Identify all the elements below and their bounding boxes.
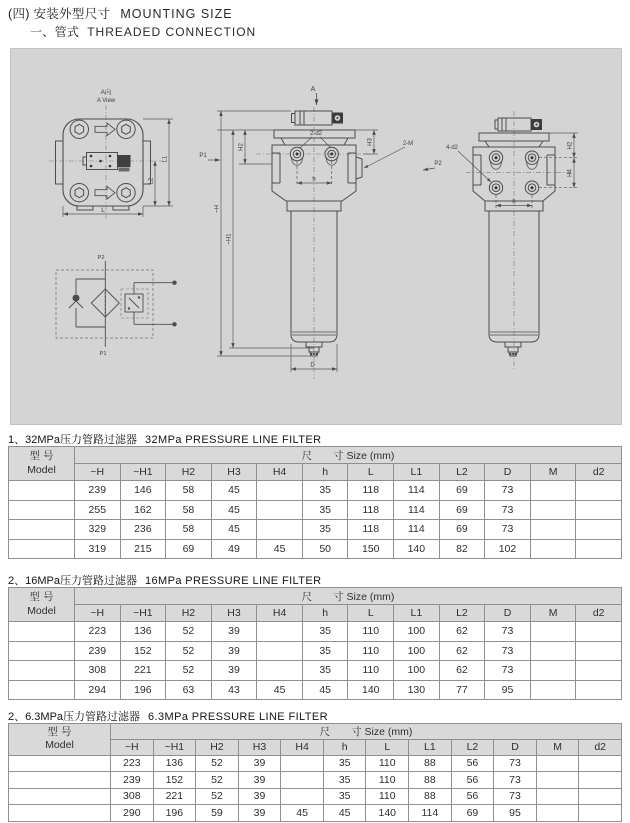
page-subtitle-en: THREADED CONNECTION	[87, 25, 257, 39]
table-cell: 100	[394, 622, 440, 642]
table-16mpa-title-zh: 2、16MPa压力管路过滤器	[8, 575, 137, 587]
column-header-L: L	[366, 740, 409, 756]
table-16mpa-title	[8, 572, 321, 588]
dim-h-label: h	[312, 176, 316, 183]
table-cell: 110	[348, 622, 394, 642]
dim-L2-label: L2	[148, 177, 155, 185]
column-header-L2: L2	[439, 605, 485, 622]
table-cell	[576, 661, 622, 681]
column-header-H3: H3	[211, 464, 257, 481]
table-cell: 146	[120, 481, 166, 501]
table-cell	[530, 661, 576, 681]
model-column-header: 型 号 Model	[9, 724, 111, 756]
table-cell: 239	[75, 641, 121, 661]
a-view-drawing	[49, 87, 173, 219]
column-header-L1: L1	[394, 605, 440, 622]
table-cell: 58	[166, 500, 212, 520]
table-cell: 35	[323, 772, 366, 789]
dim-H4-label: H4	[567, 169, 574, 177]
port-p1-label: P1	[199, 153, 207, 159]
size-header: 尺 寸 Size (mm)	[75, 588, 622, 605]
table-cell: 239	[111, 772, 154, 789]
table-cell: 39	[211, 622, 257, 642]
column-header-H2: H2	[196, 740, 239, 756]
table-cell	[579, 755, 622, 772]
table-cell: 114	[394, 481, 440, 501]
table-cell: 162	[120, 500, 166, 520]
model-cell	[9, 661, 75, 681]
column-header-d2: d2	[579, 740, 622, 756]
table-cell: 73	[485, 622, 531, 642]
table-cell	[536, 788, 579, 805]
table-cell	[536, 805, 579, 822]
column-header-H: ~H	[111, 740, 154, 756]
table-row	[9, 520, 622, 540]
model-cell	[9, 622, 75, 642]
table-cell: 100	[394, 661, 440, 681]
table-cell: 35	[302, 622, 348, 642]
table-cell: 52	[166, 622, 212, 642]
table-32mpa-title-zh: 1、32MPa压力管路过滤器	[8, 434, 137, 446]
table-cell: 63	[166, 680, 212, 700]
table-32mpa	[8, 446, 622, 559]
model-cell	[9, 772, 111, 789]
table-cell: 35	[302, 661, 348, 681]
table-cell: 35	[302, 520, 348, 540]
table-cell: 95	[494, 805, 537, 822]
table-row	[9, 500, 622, 520]
table-cell: 69	[439, 520, 485, 540]
table-cell: 39	[211, 641, 257, 661]
table-cell: 52	[196, 788, 239, 805]
column-header-L1: L1	[409, 740, 452, 756]
table-cell	[536, 772, 579, 789]
table-cell	[576, 500, 622, 520]
table-row	[9, 772, 622, 789]
table-cell	[530, 520, 576, 540]
table-cell	[257, 641, 303, 661]
table-cell	[576, 641, 622, 661]
table-cell: 308	[111, 788, 154, 805]
column-header-d2: d2	[576, 605, 622, 622]
schematic-p1-label: P1	[99, 351, 107, 357]
table-cell: 95	[485, 680, 531, 700]
dim-D-label: D	[310, 362, 315, 369]
table-cell: 140	[366, 805, 409, 822]
table-cell	[257, 661, 303, 681]
dim-H-label: ~H	[214, 205, 221, 213]
table-cell	[281, 772, 324, 789]
table-cell: 73	[494, 772, 537, 789]
table-row	[9, 539, 622, 559]
callout-2-M: 2-M	[402, 141, 414, 147]
table-cell: 136	[153, 755, 196, 772]
column-header-H2: H2	[166, 605, 212, 622]
table-16mpa-title-en: 16MPa PRESSURE LINE FILTER	[144, 575, 322, 587]
table-cell: 43	[211, 680, 257, 700]
table-cell	[281, 788, 324, 805]
table-cell: 50	[302, 539, 348, 559]
pressure-switch-symbol-icon	[125, 281, 177, 327]
dim-h-side-label: h	[512, 199, 516, 205]
dim-H1-label: ~H1	[226, 233, 233, 245]
callout-4-d2: 4-d2	[445, 145, 459, 151]
table-cell: 329	[75, 520, 121, 540]
table-cell: 45	[211, 520, 257, 540]
table-cell	[257, 500, 303, 520]
table-cell: 196	[153, 805, 196, 822]
table-cell: 73	[485, 661, 531, 681]
table-cell: 73	[494, 755, 537, 772]
table-cell: 73	[485, 641, 531, 661]
port-p2-label: P2	[434, 161, 442, 167]
table-cell: 52	[166, 641, 212, 661]
table-cell: 39	[238, 805, 281, 822]
table-cell: 69	[439, 481, 485, 501]
table-cell: 294	[75, 680, 121, 700]
table-cell: 236	[120, 520, 166, 540]
table-cell: 56	[451, 755, 494, 772]
technical-drawing	[11, 49, 623, 426]
column-header-L2: L2	[451, 740, 494, 756]
size-header: 尺 寸 Size (mm)	[111, 724, 622, 740]
table-cell: 45	[257, 680, 303, 700]
filter-head-front	[272, 130, 362, 201]
table-cell: 196	[120, 680, 166, 700]
page-title	[8, 4, 233, 22]
table-cell: 215	[120, 539, 166, 559]
table-cell: 88	[409, 772, 452, 789]
table-cell: 118	[348, 520, 394, 540]
table-cell: 110	[366, 788, 409, 805]
table-cell	[576, 680, 622, 700]
table-cell	[530, 680, 576, 700]
table-cell: 45	[257, 539, 303, 559]
column-header-H3: H3	[238, 740, 281, 756]
column-header-H3: H3	[211, 605, 257, 622]
schematic-p2-label: P2	[97, 255, 105, 261]
table-cell: 69	[166, 539, 212, 559]
table-cell	[576, 539, 622, 559]
table-cell: 39	[211, 661, 257, 681]
table-cell: 118	[348, 481, 394, 501]
table-cell	[576, 622, 622, 642]
page-title-zh: (四) 安装外型尺寸	[8, 7, 111, 21]
table-cell	[257, 622, 303, 642]
column-header-H: ~H	[75, 464, 121, 481]
model-cell	[9, 500, 75, 520]
table-cell: 136	[120, 622, 166, 642]
column-header-M: M	[536, 740, 579, 756]
table-cell: 150	[348, 539, 394, 559]
model-cell	[9, 755, 111, 772]
table-cell: 58	[166, 481, 212, 501]
table-cell: 39	[238, 788, 281, 805]
table-6-3mpa-title-en: 6.3MPa PRESSURE LINE FILTER	[148, 711, 328, 723]
table-6-3mpa-title	[8, 708, 328, 724]
model-cell	[9, 481, 75, 501]
model-cell	[9, 520, 75, 540]
table-cell: 69	[451, 805, 494, 822]
table-row	[9, 680, 622, 700]
table-cell: 152	[120, 641, 166, 661]
table-row	[9, 641, 622, 661]
table-32mpa-title	[8, 431, 321, 447]
hydraulic-schematic	[56, 255, 177, 357]
table-cell: 77	[439, 680, 485, 700]
page-subtitle	[30, 23, 256, 40]
table-cell: 114	[394, 500, 440, 520]
pressure-switch-side	[495, 118, 542, 131]
model-cell	[9, 680, 75, 700]
table-row	[9, 788, 622, 805]
table-cell: 255	[75, 500, 121, 520]
table-cell: 308	[75, 661, 121, 681]
table-cell: 152	[153, 772, 196, 789]
column-header-D: D	[485, 464, 531, 481]
table-cell: 114	[394, 520, 440, 540]
table-cell: 35	[302, 500, 348, 520]
table-cell: 52	[196, 772, 239, 789]
table-6-3mpa	[8, 723, 622, 822]
table-cell	[257, 520, 303, 540]
table-row	[9, 481, 622, 501]
section-arrow-label: A	[310, 86, 316, 93]
table-cell	[530, 641, 576, 661]
table-cell: 52	[166, 661, 212, 681]
table-cell: 110	[366, 755, 409, 772]
model-cell	[9, 539, 75, 559]
column-header-M: M	[530, 605, 576, 622]
table-cell: 39	[238, 772, 281, 789]
table-cell: 35	[302, 641, 348, 661]
column-header-L: L	[348, 464, 394, 481]
table-16mpa	[8, 587, 622, 700]
dim-H3-label: H3	[367, 138, 374, 146]
table-cell: 35	[323, 755, 366, 772]
table-cell: 56	[451, 788, 494, 805]
column-header-h: h	[302, 464, 348, 481]
a-view-label-en: A View	[96, 98, 116, 104]
table-cell: 110	[348, 661, 394, 681]
table-cell: 45	[211, 481, 257, 501]
dim-L-label: L	[101, 207, 105, 214]
table-cell: 39	[238, 755, 281, 772]
table-cell	[530, 622, 576, 642]
dim-H2-label: H2	[238, 143, 245, 151]
column-header-D: D	[494, 740, 537, 756]
table-row	[9, 805, 622, 822]
table-cell: 223	[75, 622, 121, 642]
column-header-D: D	[485, 605, 531, 622]
indicator-block	[83, 153, 131, 172]
column-header-H4: H4	[257, 605, 303, 622]
column-header-M: M	[530, 464, 576, 481]
table-row	[9, 622, 622, 642]
mounting-drawing-panel	[10, 48, 622, 425]
column-header-d2: d2	[576, 464, 622, 481]
table-cell	[579, 772, 622, 789]
table-cell: 88	[409, 755, 452, 772]
table-cell: 110	[348, 641, 394, 661]
callout-2-d2: 2-d2	[309, 131, 323, 137]
model-cell	[9, 788, 111, 805]
column-header-h: h	[302, 605, 348, 622]
table-cell	[530, 500, 576, 520]
table-cell: 62	[439, 622, 485, 642]
table-cell	[579, 788, 622, 805]
column-header-H: ~H	[75, 605, 121, 622]
dim-H2-side-label: H2	[567, 141, 574, 150]
model-cell	[9, 641, 75, 661]
table-cell	[530, 481, 576, 501]
front-view-drawing	[199, 86, 442, 379]
table-row	[9, 755, 622, 772]
table-cell: 62	[439, 661, 485, 681]
table-cell	[281, 755, 324, 772]
table-cell: 319	[75, 539, 121, 559]
page-title-en: MOUNTING SIZE	[120, 7, 233, 21]
table-cell: 45	[302, 680, 348, 700]
table-cell: 62	[439, 641, 485, 661]
table-cell: 73	[485, 481, 531, 501]
table-cell: 88	[409, 788, 452, 805]
size-header: 尺 寸 Size (mm)	[75, 447, 622, 464]
table-cell: 110	[366, 772, 409, 789]
table-cell	[530, 539, 576, 559]
table-cell: 221	[153, 788, 196, 805]
table-cell: 56	[451, 772, 494, 789]
table-cell: 35	[323, 788, 366, 805]
table-cell	[579, 805, 622, 822]
table-cell: 59	[196, 805, 239, 822]
table-cell: 239	[75, 481, 121, 501]
table-cell	[257, 481, 303, 501]
table-cell: 140	[394, 539, 440, 559]
table-cell	[576, 481, 622, 501]
table-cell: 52	[196, 755, 239, 772]
table-cell: 73	[494, 788, 537, 805]
table-cell: 45	[211, 500, 257, 520]
check-valve-icon	[69, 279, 105, 327]
table-cell: 290	[111, 805, 154, 822]
model-column-header: 型 号 Model	[9, 447, 75, 481]
table-cell: 130	[394, 680, 440, 700]
table-cell: 49	[211, 539, 257, 559]
table-cell: 114	[409, 805, 452, 822]
table-row	[9, 661, 622, 681]
table-cell: 118	[348, 500, 394, 520]
column-header-h: h	[323, 740, 366, 756]
table-cell: 45	[281, 805, 324, 822]
table-cell: 58	[166, 520, 212, 540]
table-cell: 73	[485, 520, 531, 540]
table-cell: 82	[439, 539, 485, 559]
table-cell	[536, 755, 579, 772]
column-header-L: L	[348, 605, 394, 622]
column-header-H1: ~H1	[120, 605, 166, 622]
table-cell: 69	[439, 500, 485, 520]
column-header-H4: H4	[281, 740, 324, 756]
model-column-header: 型 号 Model	[9, 588, 75, 622]
table-cell: 100	[394, 641, 440, 661]
column-header-H2: H2	[166, 464, 212, 481]
model-cell	[9, 805, 111, 822]
table-cell	[576, 520, 622, 540]
column-header-H4: H4	[257, 464, 303, 481]
column-header-L2: L2	[439, 464, 485, 481]
table-cell: 73	[485, 500, 531, 520]
table-cell: 223	[111, 755, 154, 772]
column-header-H1: ~H1	[120, 464, 166, 481]
pressure-switch-front	[292, 111, 344, 125]
table-cell: 35	[302, 481, 348, 501]
page-subtitle-zh: 一、管式	[30, 25, 80, 39]
table-cell: 140	[348, 680, 394, 700]
column-header-H1: ~H1	[153, 740, 196, 756]
table-cell: 45	[323, 805, 366, 822]
side-view-drawing	[446, 111, 578, 369]
a-view-label-zh: A向	[100, 89, 112, 96]
table-cell: 221	[120, 661, 166, 681]
table-32mpa-title-en: 32MPa PRESSURE LINE FILTER	[144, 434, 322, 446]
table-cell: 102	[485, 539, 531, 559]
dim-L1-label: L1	[162, 155, 169, 163]
column-header-L1: L1	[394, 464, 440, 481]
table-6-3mpa-title-zh: 2、6.3MPa压力管路过滤器	[8, 711, 141, 723]
